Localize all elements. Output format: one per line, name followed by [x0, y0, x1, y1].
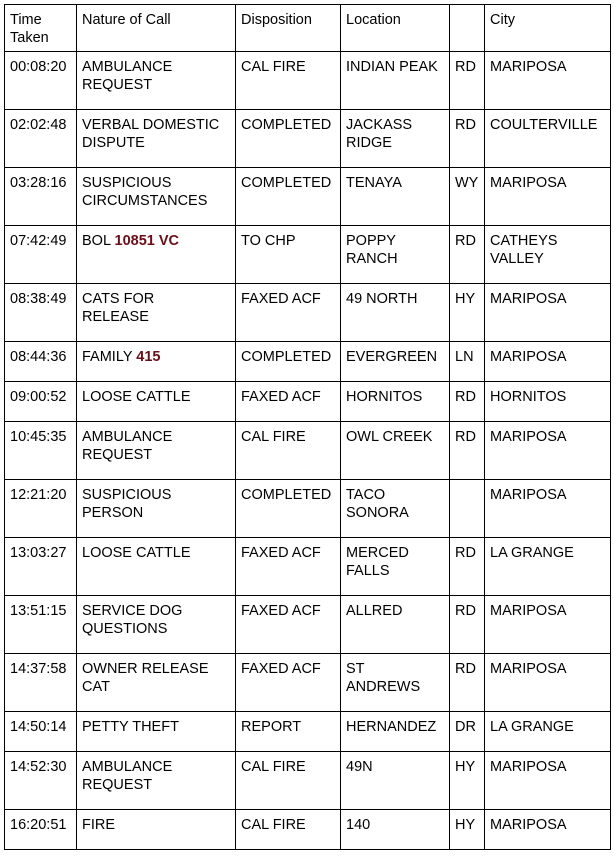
cell-time-taken: 09:00:52: [5, 382, 77, 422]
cell-city: MARIPOSA: [485, 284, 611, 342]
table-row: [5, 422, 611, 480]
cell-street-suffix: HY: [450, 752, 485, 810]
cell-time-taken: 14:37:58: [5, 654, 77, 712]
cell-nature-of-call: [77, 712, 236, 752]
cell-city: MARIPOSA: [485, 752, 611, 810]
cell-city: MARIPOSA: [485, 810, 611, 850]
header-city: City: [485, 5, 611, 52]
cell-nature-of-call: [77, 654, 236, 712]
cell-city: MARIPOSA: [485, 342, 611, 382]
cell-disposition: CAL FIRE: [236, 752, 341, 810]
cell-city: LA GRANGE: [485, 712, 611, 752]
cell-disposition: TO CHP: [236, 226, 341, 284]
cell-location: ST ANDREWS: [341, 654, 450, 712]
cell-disposition: REPORT: [236, 712, 341, 752]
header-row: [5, 5, 611, 52]
cell-location: JACKASS RIDGE: [341, 110, 450, 168]
cell-time-taken: 12:21:20: [5, 480, 77, 538]
cell-disposition: FAXED ACF: [236, 284, 341, 342]
nature-text: LOOSE CATTLE: [82, 389, 191, 405]
cell-location: HERNANDEZ: [341, 712, 450, 752]
cell-disposition: FAXED ACF: [236, 382, 341, 422]
cell-city: MARIPOSA: [485, 654, 611, 712]
cell-street-suffix: DR: [450, 712, 485, 752]
cell-time-taken: 07:42:49: [5, 226, 77, 284]
nature-text: FAMILY: [82, 349, 137, 365]
cell-time-taken: 13:51:15: [5, 596, 77, 654]
cell-nature-of-call: [77, 422, 236, 480]
cell-disposition: CAL FIRE: [236, 810, 341, 850]
cell-city: CATHEYS VALLEY: [485, 226, 611, 284]
cell-street-suffix: WY: [450, 168, 485, 226]
cell-nature-of-call: [77, 52, 236, 110]
cell-location: 49 NORTH: [341, 284, 450, 342]
cell-location: HORNITOS: [341, 382, 450, 422]
cell-disposition: CAL FIRE: [236, 52, 341, 110]
cell-time-taken: 10:45:35: [5, 422, 77, 480]
cell-nature-of-call: [77, 596, 236, 654]
cell-location: EVERGREEN: [341, 342, 450, 382]
cell-disposition: COMPLETED: [236, 480, 341, 538]
cell-disposition: COMPLETED: [236, 342, 341, 382]
nature-text: FIRE: [82, 817, 116, 833]
cell-time-taken: 14:52:30: [5, 752, 77, 810]
table-row: [5, 654, 611, 712]
cell-location: 140: [341, 810, 450, 850]
cell-city: MARIPOSA: [485, 596, 611, 654]
cell-location: TENAYA: [341, 168, 450, 226]
cell-street-suffix: RD: [450, 226, 485, 284]
cell-city: MARIPOSA: [485, 422, 611, 480]
table-row: [5, 52, 611, 110]
header-disposition: Disposition: [236, 5, 341, 52]
call-log-table: [4, 4, 611, 850]
header-nature-of-call: Nature of Call: [77, 5, 236, 52]
cell-time-taken: 08:44:36: [5, 342, 77, 382]
nature-text: SUSPICIOUS PERSON: [82, 487, 172, 521]
nature-text: SERVICE DOG QUESTIONS: [82, 603, 183, 637]
cell-location: POPPY RANCH: [341, 226, 450, 284]
cell-nature-of-call: [77, 538, 236, 596]
cell-nature-of-call: [77, 110, 236, 168]
penal-code-link[interactable]: 415: [136, 349, 161, 365]
cell-street-suffix: RD: [450, 596, 485, 654]
penal-code-link[interactable]: 10851 VC: [114, 233, 180, 249]
nature-text: OWNER RELEASE CAT: [82, 661, 209, 695]
cell-time-taken: 13:03:27: [5, 538, 77, 596]
nature-text: SUSPICIOUS CIRCUMSTANCES: [82, 175, 208, 209]
cell-nature-of-call: [77, 168, 236, 226]
cell-disposition: CAL FIRE: [236, 422, 341, 480]
cell-time-taken: 14:50:14: [5, 712, 77, 752]
cell-city: MARIPOSA: [485, 168, 611, 226]
cell-street-suffix: RD: [450, 52, 485, 110]
cell-location: ALLRED: [341, 596, 450, 654]
table-row: [5, 110, 611, 168]
cell-time-taken: 16:20:51: [5, 810, 77, 850]
cell-time-taken: 02:02:48: [5, 110, 77, 168]
cell-city: MARIPOSA: [485, 52, 611, 110]
cell-street-suffix: LN: [450, 342, 485, 382]
table-row: [5, 752, 611, 810]
cell-nature-of-call: [77, 480, 236, 538]
table-row: [5, 382, 611, 422]
cell-city: COULTERVILLE: [485, 110, 611, 168]
cell-nature-of-call: [77, 226, 236, 284]
table-row: [5, 226, 611, 284]
nature-text: AMBULANCE REQUEST: [82, 429, 173, 463]
cell-disposition: COMPLETED: [236, 110, 341, 168]
cell-nature-of-call: [77, 342, 236, 382]
cell-nature-of-call: [77, 752, 236, 810]
table-row: [5, 168, 611, 226]
cell-street-suffix: RD: [450, 654, 485, 712]
cell-disposition: FAXED ACF: [236, 596, 341, 654]
cell-city: LA GRANGE: [485, 538, 611, 596]
cell-city: HORNITOS: [485, 382, 611, 422]
cell-location: INDIAN PEAK: [341, 52, 450, 110]
cell-location: TACO SONORA: [341, 480, 450, 538]
nature-text: AMBULANCE REQUEST: [82, 759, 173, 793]
table-row: [5, 596, 611, 654]
table-row: [5, 342, 611, 382]
cell-city: MARIPOSA: [485, 480, 611, 538]
cell-nature-of-call: [77, 284, 236, 342]
cell-time-taken: 03:28:16: [5, 168, 77, 226]
cell-street-suffix: RD: [450, 422, 485, 480]
table-row: [5, 480, 611, 538]
header-time-taken: Time Taken: [5, 5, 77, 52]
cell-time-taken: 08:38:49: [5, 284, 77, 342]
cell-disposition: COMPLETED: [236, 168, 341, 226]
nature-text: CATS FOR RELEASE: [82, 291, 155, 325]
cell-street-suffix: RD: [450, 110, 485, 168]
cell-street-suffix: [450, 480, 485, 538]
cell-disposition: FAXED ACF: [236, 538, 341, 596]
cell-street-suffix: RD: [450, 382, 485, 422]
nature-text: PETTY THEFT: [82, 719, 179, 735]
cell-street-suffix: RD: [450, 538, 485, 596]
table-row: [5, 538, 611, 596]
cell-location: MERCED FALLS: [341, 538, 450, 596]
cell-nature-of-call: [77, 382, 236, 422]
cell-location: OWL CREEK: [341, 422, 450, 480]
cell-street-suffix: HY: [450, 284, 485, 342]
table-row: [5, 284, 611, 342]
header-suffix: [450, 5, 485, 52]
table-row: [5, 810, 611, 850]
cell-nature-of-call: [77, 810, 236, 850]
cell-time-taken: 00:08:20: [5, 52, 77, 110]
table-row: [5, 712, 611, 752]
nature-text: AMBULANCE REQUEST: [82, 59, 173, 93]
cell-location: 49N: [341, 752, 450, 810]
cell-street-suffix: HY: [450, 810, 485, 850]
cell-disposition: FAXED ACF: [236, 654, 341, 712]
nature-text: LOOSE CATTLE: [82, 545, 191, 561]
header-location: Location: [341, 5, 450, 52]
nature-text: VERBAL DOMESTIC DISPUTE: [82, 117, 220, 151]
nature-text: BOL: [82, 233, 115, 249]
